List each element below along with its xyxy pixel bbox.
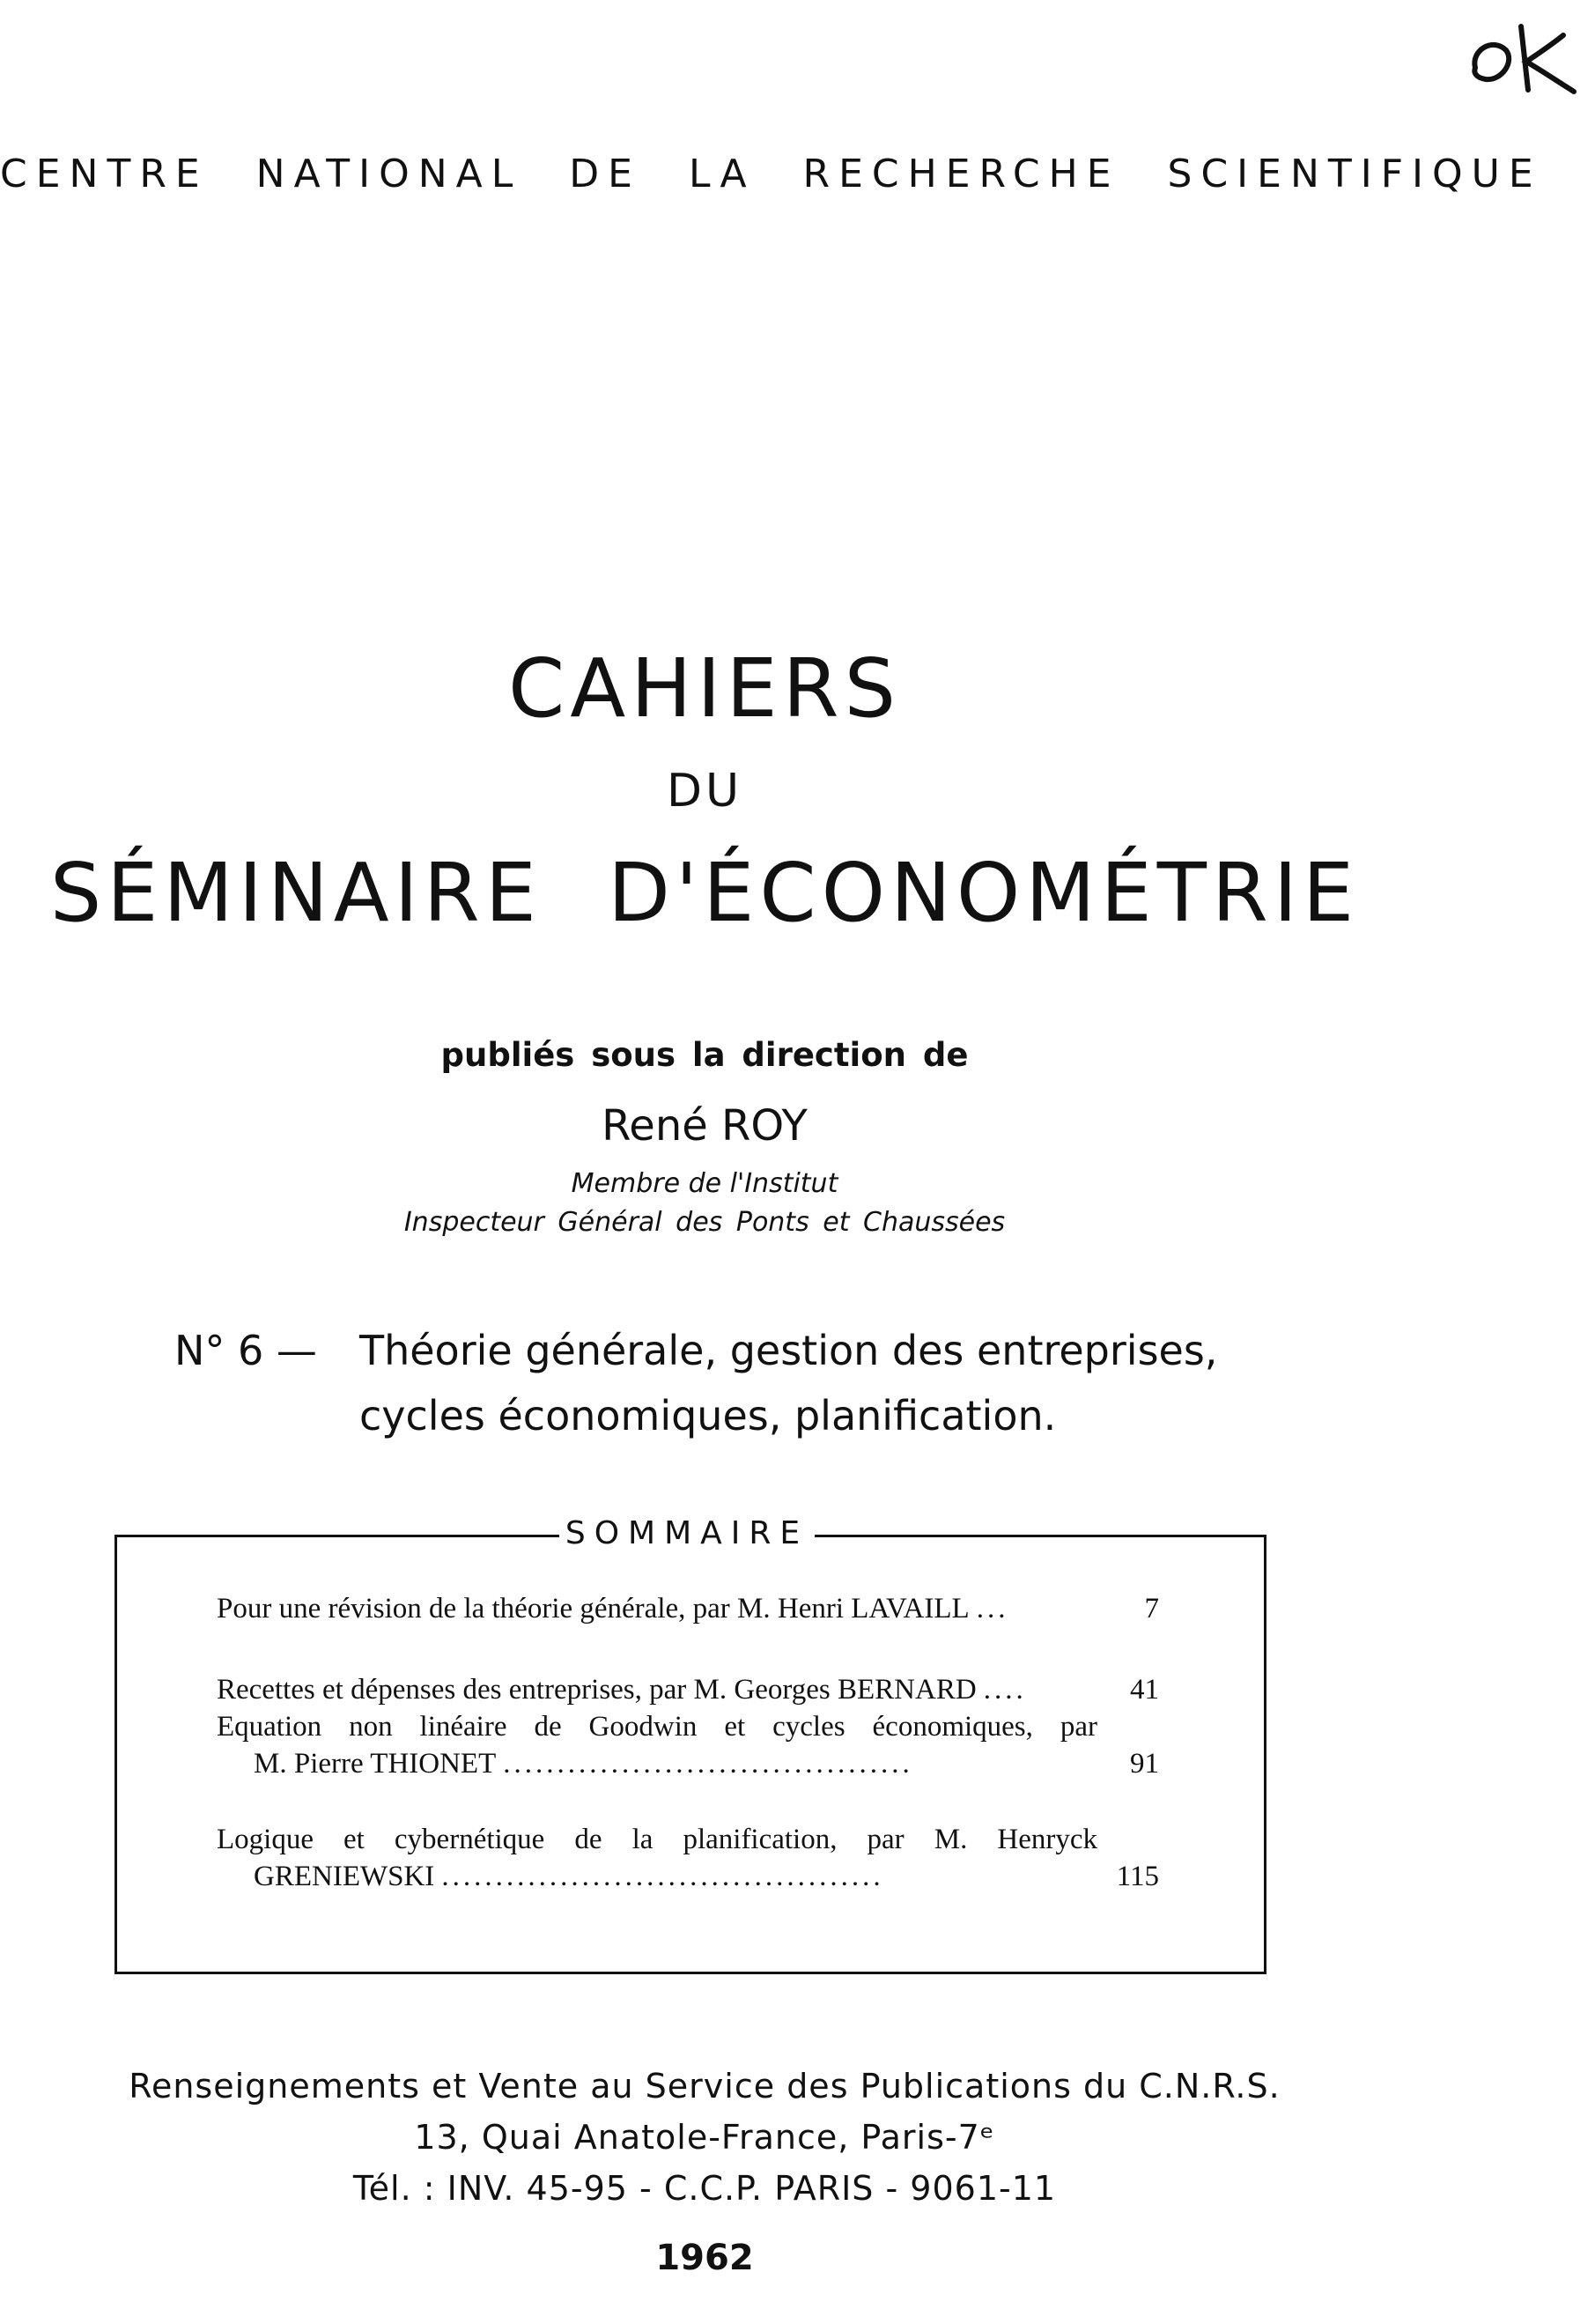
toc-entry-title: Equation non linéaire de Goodwin et cycles économiques, par: [217, 1711, 1097, 1743]
sommaire-heading: SOMMAIRE: [565, 1515, 809, 1551]
footer-phone: Tél. : INV. 45-95 - C.C.P. PARIS - 9061-11: [352, 2169, 1057, 2208]
footer-address: 13, Quai Anatole-France, Paris-7ᵉ: [414, 2118, 995, 2157]
toc-entry-page: 41: [1130, 1674, 1159, 1706]
issue-subject-line2: cycles économiques, planification.: [359, 1392, 1057, 1440]
direction-intro: publiés sous la direction de: [440, 1036, 969, 1074]
handwritten-ok-text: OK: [1466, 19, 1468, 20]
director-role-member: Membre de l'Institut: [571, 1168, 838, 1199]
title-du: DU: [666, 765, 743, 818]
toc-entry-author: GRENIEWSKI: [254, 1861, 435, 1892]
toc-entry-2: [217, 1674, 1159, 1713]
toc-entry-page: 91: [1130, 1748, 1159, 1780]
toc-entry-1: [217, 1593, 1159, 1632]
title-cahiers: CAHIERS: [508, 641, 901, 736]
toc-entry-4-line2: [254, 1861, 1159, 1899]
toc-entry-leader: .........................................: [441, 1861, 884, 1892]
toc-entry-title: Logique et cybernétique de la planification, par M. Henryck: [217, 1824, 1097, 1855]
toc-entry-page: 7: [1144, 1593, 1159, 1625]
institution-header: CENTRE NATIONAL DE LA RECHERCHE SCIENTIFIQUE: [0, 152, 1542, 196]
toc-entry-leader: ....: [983, 1674, 1027, 1706]
toc-entry-page: 115: [1116, 1861, 1159, 1892]
toc-entry-title: Pour une révision de la théorie générale, par M. Henri LAVAILL: [217, 1593, 970, 1625]
title-seminaire: SÉMINAIRE D'ÉCONOMÉTRIE: [49, 846, 1360, 940]
toc-entry-4-line1: [217, 1824, 1097, 1862]
director-name: René ROY: [602, 1101, 808, 1151]
toc-entry-3-line2: [254, 1748, 1159, 1787]
director-role-inspector: Inspecteur Général des Ponts et Chaussées: [403, 1207, 1006, 1238]
issue-subject-line1: Théorie générale, gestion des entreprises,: [359, 1327, 1218, 1374]
toc-entry-author: M. Pierre THIONET: [254, 1748, 497, 1780]
toc-entry-leader: ...: [976, 1593, 1009, 1625]
sommaire-box-top-left-rule: [114, 1535, 559, 1537]
toc-entry-3-line1: [217, 1711, 1097, 1750]
publication-year: 1962: [655, 2238, 754, 2278]
toc-entry-leader: ......................................: [503, 1748, 913, 1780]
handwritten-ok-mark: [1466, 19, 1581, 99]
toc-entry-title: Recettes et dépenses des entreprises, par M. Georges BERNARD: [217, 1674, 977, 1706]
sommaire-box-top-right-rule: [815, 1535, 1264, 1537]
issue-number: N° 6 —: [174, 1327, 317, 1374]
footer-sales-info: Renseignements et Vente au Service des Publications du C.N.R.S.: [129, 2067, 1281, 2106]
